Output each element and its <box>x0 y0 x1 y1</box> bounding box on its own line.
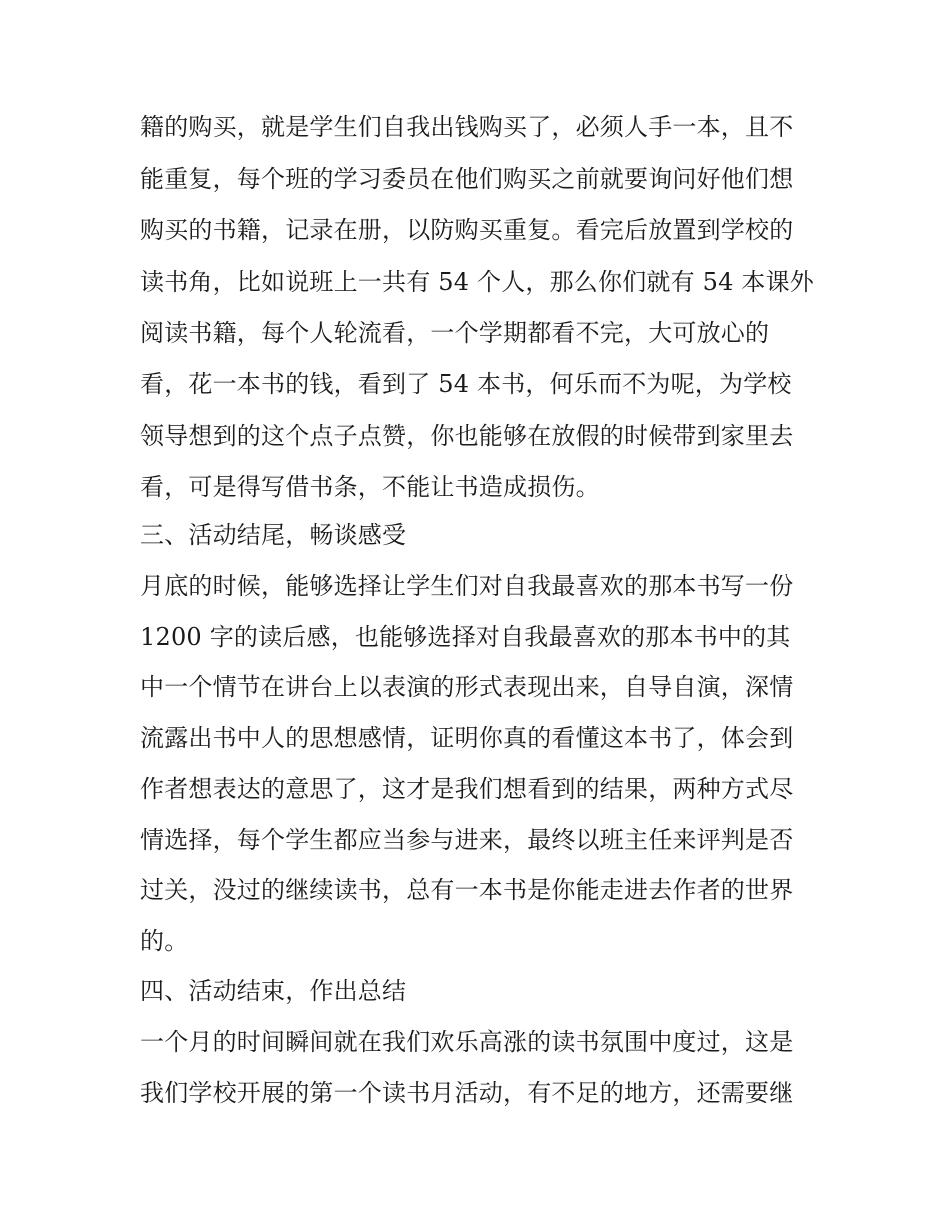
text-line: 阅读书籍，每个人轮流看，一个学期都看不完，大可放心的 <box>140 319 770 347</box>
text-line: 购买的书籍，记录在册，以防购买重复。看完后放置到学校的 <box>140 216 794 244</box>
section-heading: 三、活动结尾，畅谈感受 <box>140 521 407 549</box>
text-line: 看，可是得写借书条，不能让书造成损伤。 <box>140 473 600 501</box>
text-line: 月底的时候，能够选择让学生们对自我最喜欢的那本书写一份 <box>140 572 794 600</box>
text-line: 领导想到的这个点子点赞，你也能够在放假的时候带到家里去 <box>140 422 794 450</box>
text-line: 过关，没过的继续读书，总有一本书是你能走进去作者的世界 <box>140 876 794 904</box>
text-line: 流露出书中人的思想感情，证明你真的看懂这本书了，体会到 <box>140 724 794 752</box>
text-line: 的。 <box>140 927 189 955</box>
section-heading: 四、活动结束，作出总结 <box>140 977 407 1005</box>
text-line: 读书角，比如说班上一共有 54 个人，那么你们就有 54 本课外 <box>140 268 814 296</box>
text-line: 1200 字的读后感，也能够选择对自我最喜欢的那本书中的其 <box>140 623 791 651</box>
text-line: 中一个情节在讲台上以表演的形式表现出来，自导自演，深情 <box>140 673 794 701</box>
text-line: 作者想表达的意思了，这才是我们想看到的结果，两种方式尽 <box>140 775 794 803</box>
text-line: 情选择，每个学生都应当参与进来，最终以班主任来评判是否 <box>140 826 794 854</box>
text-line: 我们学校开展的第一个读书月活动，有不足的地方，还需要继 <box>140 1079 794 1107</box>
text-line: 能重复，每个班的学习委员在他们购买之前就要询问好他们想 <box>140 165 794 193</box>
text-line: 籍的购买，就是学生们自我出钱购买了，必须人手一本，且不 <box>140 113 794 141</box>
text-line: 一个月的时间瞬间就在我们欢乐高涨的读书氛围中度过，这是 <box>140 1028 794 1056</box>
text-line: 看，花一本书的钱，看到了 54 本书，何乐而不为呢，为学校 <box>140 370 792 398</box>
